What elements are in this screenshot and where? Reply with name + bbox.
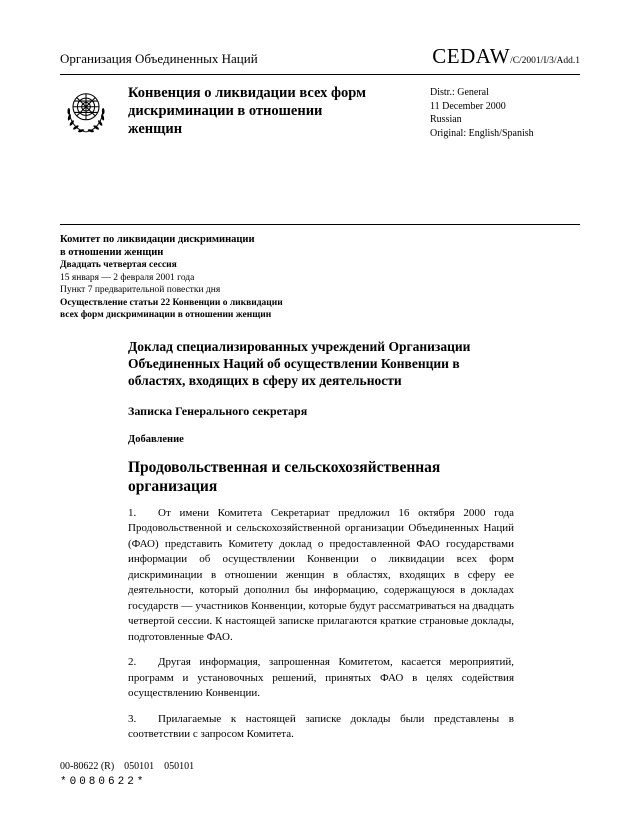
paragraph-2 [128,655,514,702]
distribution-block [430,84,580,140]
paragraph-3-text: Прилагаемые к настоящей записке доклады были представлены в соответствии с запросом Комитета. [128,712,514,740]
distr-date: 11 December 2000 [430,100,506,112]
header-divider [60,74,580,75]
paragraph-2-text: Другая информация, запрошенная Комитетом, касается мероприятий, программ и установочных решений, принятых ФАО в целях содействия осуществлению Конвенции. [128,656,514,699]
paragraph-1-number: 1. [128,506,137,519]
note-by-secretary-general: Записка Генерального секретаря [128,403,308,418]
masthead-divider [60,224,580,225]
document-symbol-suffix: /C/2001/I/3/Add.1 [510,56,580,66]
document-footer [60,761,194,788]
session-dates: 15 января — 2 февраля 2001 года [60,272,195,283]
organization-name: Организация Объединенных Наций [60,51,258,66]
document-symbol [432,44,580,69]
paragraph-3-number: 3. [128,712,137,725]
distr-language: Russian [430,114,462,125]
document-header [60,44,580,69]
convention-title: Конвенция о ликвидации всех форм дискриминации в отношении женщин [128,85,367,137]
paragraph-1-text: От имени Комитета Секретариат предложил 16 октября 2000 года Продовольственной и сельскохозяйственной организации Объединенных Наций (ФАО) представить Комитету доклад о предоставленной ФАО государствами информации об осуществлении Конвенции о ликвидации всех форм дискриминации в отношении женщин в областях, входящих в сферу ее деятельности, который дополнил бы информацию, содержащуюся в докладах государств — участников Конвенции, которые будут рассматриваться на двадцать четвертой сессии. К настоящей записке прилагаются краткие страновые доклады, подготовленные ФАО. [128,506,514,643]
masthead [60,84,580,224]
barcode-text: *0080622* [60,776,147,788]
agenda-title-line1: Осуществление статьи 22 Конвенции о ликвидации [60,297,283,308]
committee-block [60,233,580,322]
job-number: 00-80622 (R) 050101 050101 [60,761,195,772]
document-symbol-main: CEDAW [432,44,511,68]
distr-line: Distr.: General [430,87,489,98]
committee-name-line1: Комитет по ликвидации дискриминации [60,234,255,245]
committee-name-line2: в отношении женщин [60,247,164,258]
distr-original: Original: English/Spanish [430,127,534,139]
agenda-title-line2: всех форм дискриминации в отношении женщин [60,310,272,320]
paragraph-3 [128,712,514,743]
paragraph-1 [128,506,514,646]
paragraph-2-number: 2. [128,656,137,668]
report-heading: Доклад специализированных учреждений Организации Объединенных Наций об осуществлении Конвенции в областях, входящих в сферу их деятельности [128,338,471,388]
un-emblem-icon [60,84,112,136]
addendum-label: Добавление [128,433,184,445]
session-title: Двадцать четвертая сессия [60,260,177,270]
document-body [128,338,514,743]
agenda-item: Пункт 7 предварительной повестки дня [60,285,221,295]
section-title-fao: Продовольственная и сельскохозяйственная организация [128,458,441,495]
